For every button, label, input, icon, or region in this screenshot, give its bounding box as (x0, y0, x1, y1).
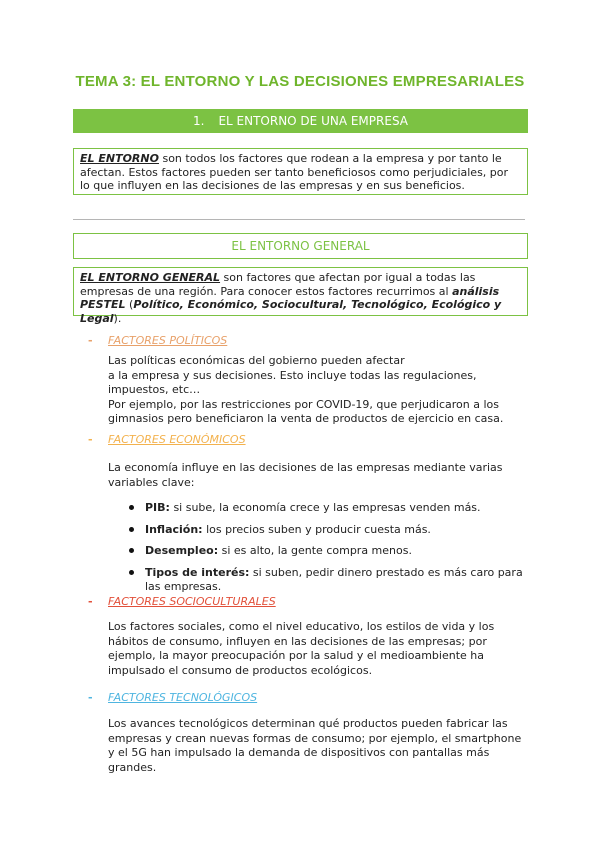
list-item (108, 523, 528, 537)
definition-term: EL ENTORNO (80, 152, 159, 165)
definition-text: son todos los factores que rodean a la empresa y por tanto le afectan. Estos factores pueden ser tanto beneficiosos como perjudiciales, por lo que influyen en las decisiones de las empresas y en sus beneficios. (80, 152, 509, 192)
factor-heading-economicos (88, 433, 246, 446)
list-item (108, 544, 528, 558)
general-text-a: son factores que afectan por igual a todas las empresas de una región. Para conocer estos factores recurrimos al (80, 271, 476, 298)
bullet-text: si suben, pedir dinero prestado es más caro para las empresas. (145, 565, 523, 593)
bullet-term: Tipos de interés: (145, 565, 250, 579)
factor-dash: - (88, 691, 93, 704)
factor-text-politicos: Las políticas económicas del gobierno pueden afectar a la empresa y sus decisiones. Esto incluye todas las regulaciones, impuestos, etc… Por ejemplo, por las restricciones por COVID-19, que perjudicaron a los gimnasios pero beneficiaron la venta de productos de ejercicio en casa. (108, 354, 504, 425)
divider (73, 219, 525, 220)
section-number: 1. (192, 114, 205, 128)
factor-text-tecnologicos: Los avances tecnológicos determinan qué productos pueden fabricar las empresas y crean nuevas formas de consumo; por ejemplo, el smartphone y el 5G han impulsado la demanda de dispositivos con pantallas más grandes. (108, 717, 522, 774)
factor-label: FACTORES SOCIOCULTURALES (108, 595, 276, 608)
bullet-icon (129, 505, 134, 510)
factor-heading-tecnologicos (88, 691, 257, 704)
pestel-expansion: Político, Económico, Sociocultural, Tecnológico, Ecológico y Legal (80, 298, 502, 325)
general-definition-box (73, 267, 528, 325)
list-item (108, 501, 528, 515)
bullet-icon (129, 548, 134, 553)
factor-heading-socioculturales (88, 595, 276, 608)
general-text-c: ). (113, 311, 122, 325)
factor-label: FACTORES ECONÓMICOS (108, 433, 246, 446)
pestel-word: análisis PESTEL (80, 284, 500, 311)
section-heading: EL ENTORNO DE UNA EMPRESA (218, 114, 408, 128)
factor-dash: - (88, 433, 93, 446)
list-item (108, 566, 528, 594)
bullet-term: Desempleo: (145, 544, 219, 557)
bullet-text: los precios suben y producir cuesta más. (202, 522, 431, 536)
entorno-definition-box (73, 148, 528, 195)
general-term: EL ENTORNO GENERAL (80, 271, 221, 284)
section-1-banner (73, 109, 528, 133)
economic-variables-list (108, 501, 528, 601)
factor-label: FACTORES POLÍTICOS (108, 334, 228, 347)
bullet-text: si sube, la economía crece y las empresas venden más. (169, 501, 481, 514)
general-text-b: ( (125, 298, 134, 311)
factor-dash: - (88, 334, 93, 347)
bullet-icon (129, 527, 134, 532)
factor-label: FACTORES TECNOLÓGICOS (108, 691, 258, 704)
bullet-text: si es alto, la gente compra menos. (218, 544, 412, 557)
bullet-icon (129, 570, 134, 575)
bullet-term: Inflación: (145, 522, 203, 536)
factor-dash: - (88, 595, 93, 608)
page-title: TEMA 3: EL ENTORNO Y LAS DECISIONES EMPRESARIALES (75, 73, 525, 90)
bullet-term: PIB: (145, 501, 170, 514)
factor-text-socioculturales: Los factores sociales, como el nivel educativo, los estilos de vida y los hábitos de consumo, influyen en las decisiones de las empresas; por ejemplo, la mayor preocupación por la salud y el medioambiente ha impulsado el consumo de productos ecológicos. (108, 620, 495, 677)
factor-text-economicos: La economía influye en las decisiones de las empresas mediante varias variables clave: (108, 461, 503, 489)
factor-heading-politicos (88, 334, 227, 347)
general-banner: EL ENTORNO GENERAL (73, 233, 528, 259)
